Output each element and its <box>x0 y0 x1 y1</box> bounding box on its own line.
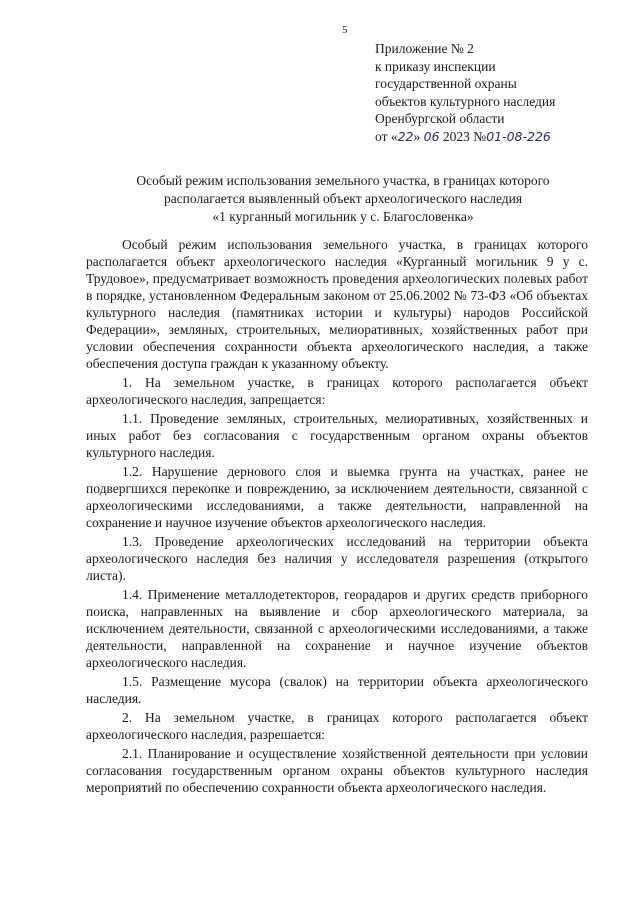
page-number: 5 <box>342 24 348 36</box>
appendix-line: к приказу инспекции <box>375 58 496 74</box>
title-line: «1 курганный могильник у с. Благословенка» <box>212 209 474 224</box>
document-body <box>86 236 588 798</box>
appendix-line: Оренбургской области <box>375 111 505 126</box>
appendix-line: государственной охраны <box>375 76 517 91</box>
title-line: располагается выявленный объект археологического наследия <box>163 191 523 206</box>
appendix-title: Приложение № 2 <box>375 41 474 56</box>
handwritten-order-number: 01-08-226 <box>486 128 551 144</box>
date-year: 2023 № <box>442 128 487 144</box>
section-2-heading: 2. На земельном участке, в границах которого располагается объект археологического наследия, разрешается: <box>86 710 588 742</box>
date-mid: » <box>413 128 421 144</box>
clause-1-1: 1.1. Проведение земляных, строительных, мелиоративных, хозяйственных и иных работ без согласования с государственным органом охраны объектов культурного наследия. <box>86 411 588 460</box>
handwritten-month: 06 <box>423 128 440 144</box>
intro-paragraph: Особый режим использования земельного участка, в границах которого располагается объект археологического наследия «Курганный могильник 9 у с. Трудовое», предусматривает возможность проведения археологических полевых работ в порядке, установленном Федеральным законом от 25.06.2002 № 73-ФЗ «Об объектах культурного наследия (памятниках истории и культуры) народов Российской Федерации», земляных, строительных, мелиоративных, хозяйственных работ при условии обеспечения сохранности объекта археологического наследия, а также обеспечения доступа граждан к указанному объекту. <box>86 237 588 371</box>
clause-1-2: 1.2. Нарушение дернового слоя и выемка грунта на участках, ранее не подвергшихся перекопке и повреждению, за исключением деятельности, связанной с археологическими исследованиями, а также деятельности, направленной на сохранение и научное изучение объектов археологического наследия. <box>86 464 588 530</box>
section-1-heading: 1. На земельном участке, в границах которого располагается объект археологического наследия, запрещается: <box>86 375 588 407</box>
document-title <box>100 172 586 226</box>
date-prefix: от « <box>375 128 398 144</box>
appendix-line: объектов культурного наследия <box>375 93 556 109</box>
appendix-header <box>375 40 555 145</box>
clause-1-4: 1.4. Применение металлодетекторов, георадаров и других средств приборного поиска, направленных на выявление и сбор археологического материала, за исключением деятельности, связанной с археологическими исследованиями, а также деятельности, направленной на сохранение и научное изучение объектов археологического наследия. <box>86 587 588 670</box>
clause-1-5: 1.5. Размещение мусора (свалок) на территории объекта археологического наследия. <box>86 674 588 706</box>
order-date-line <box>375 128 555 146</box>
title-line: Особый режим использования земельного участка, в границах которого <box>136 173 550 188</box>
clause-2-1: 2.1. Планирование и осуществление хозяйственной деятельности при условии согласования государственным органом охраны объектов культурного наследия мероприятий по обеспечению сохранности объекта археологического наследия. <box>86 746 588 795</box>
clause-1-3: 1.3. Проведение археологических исследований на территории объекта археологического наследия без наличия у исследователя разрешения (открытого листа). <box>86 534 588 583</box>
handwritten-day: 22 <box>397 128 414 144</box>
